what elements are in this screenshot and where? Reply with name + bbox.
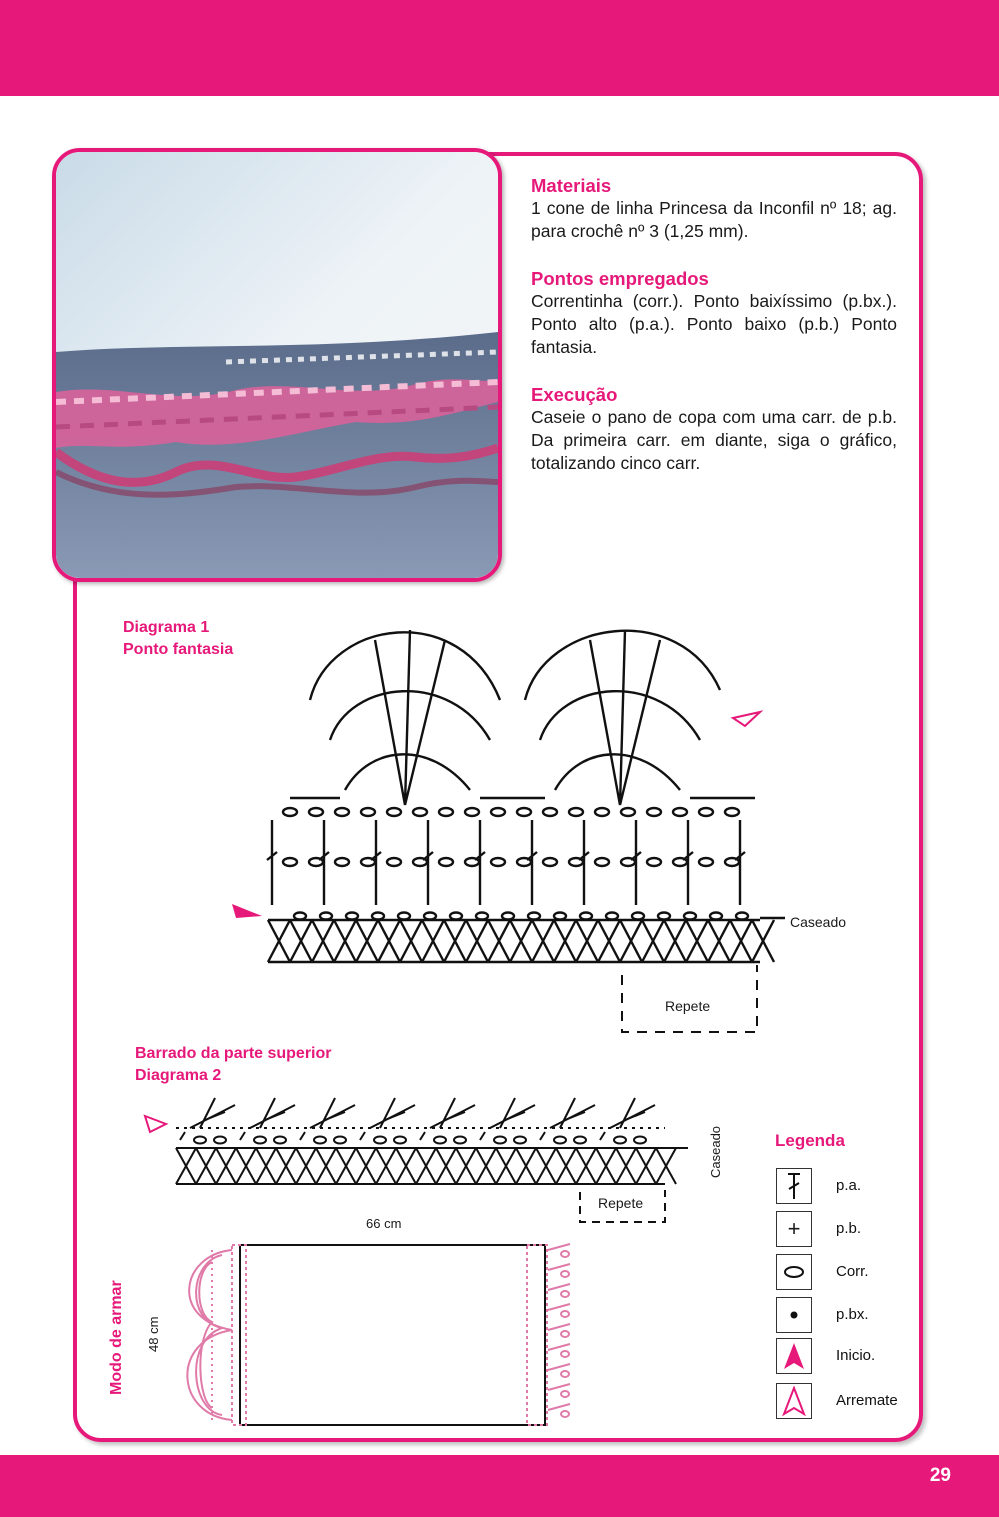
inicio-arrow-icon [776,1338,812,1374]
diagram1-repete: Repete [665,998,711,1014]
legend-label: p.b. [836,1220,862,1237]
legend-item-inicio [776,1338,916,1376]
pb-symbol-icon: + [776,1211,812,1247]
legend-item-arremate [776,1383,916,1421]
pbx-symbol-icon [776,1297,812,1333]
legend-item-pb [776,1211,916,1249]
legend-label: p.a. [836,1177,862,1194]
page-number: 29 [929,1465,951,1486]
diagram1-title: Diagrama 1 [123,619,210,636]
execucao-body: Caseie o pano de copa com uma carr. de p.b. Da primeira carr. em diante, siga o gráfico, totalizando cinco carr. [531,407,897,473]
corr-symbol-icon [776,1254,812,1290]
diagram2-subtitle: Diagrama 2 [135,1067,222,1084]
legend-item-pbx [776,1297,916,1335]
assembly-height: 48 cm [146,1316,161,1352]
legend-item-pa [776,1168,916,1206]
arremate-arrow-icon [776,1383,812,1419]
materiais-body: 1 cone de linha Princesa da Inconfil nº 18; ag. para crochê nº 3 (1,25 mm). [531,198,897,241]
assembly-width: 66 cm [366,1216,402,1231]
legend-label: p.bx. [836,1306,869,1323]
legend-label: Arremate [836,1392,898,1409]
legend-item-corr [776,1254,916,1292]
diagram2-title: Barrado da parte superior [135,1045,332,1062]
diagram2-caseado: Caseado [708,1125,723,1178]
diagram1-caseado: Caseado [790,914,847,930]
legend-label: Inicio. [836,1347,876,1364]
footer-bar [0,1455,999,1517]
diagram2-repete: Repete [598,1195,644,1211]
diagram1-subtitle: Ponto fantasia [123,641,234,658]
pa-symbol-icon [776,1168,812,1204]
pontos-heading: Pontos empregados [531,268,709,289]
assembly-title: Modo de armar [108,1280,125,1395]
legend-label: Corr. [836,1263,869,1280]
legend-title: Legenda [775,1131,845,1150]
execucao-heading: Execução [531,384,618,405]
materiais-heading: Materiais [531,175,612,196]
pontos-body: Correntinha (corr.). Ponto baixíssimo (p.bx.). Ponto alto (p.a.). Ponto baixo (p.b.) Ponto fantasia. [531,291,897,357]
